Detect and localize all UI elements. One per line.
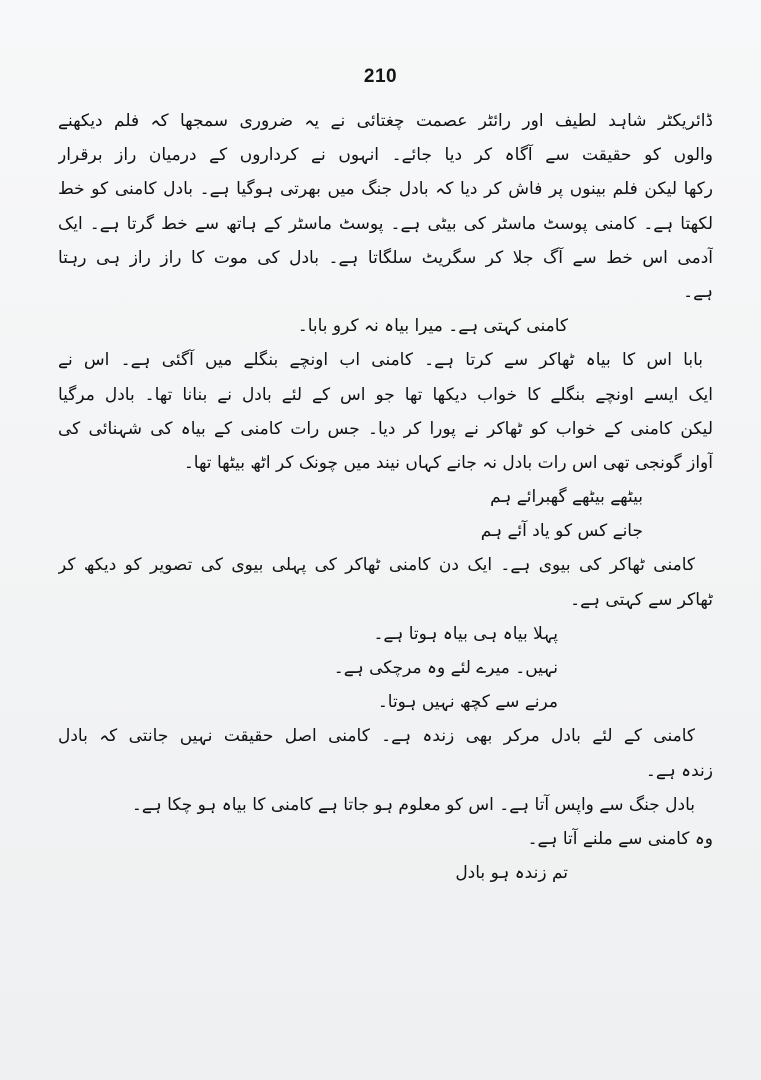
text-line: بادل جنگ سے واپس آتا ہے۔ اس کو معلوم ہو جاتا ہے کامنی کا بیاہ ہو چکا ہے۔ [131,794,695,815]
page-number: 210 [363,66,398,87]
text-line: آدمی اس خط سے آگ جلا کر سگریٹ سلگاتا ہے۔ بادل کی موت کا راز راز ہی رہتا [58,247,713,268]
text-line: بابا اس کا بیاہ ٹھاکر سے کرتا ہے۔ کامنی اب اونچے بنگلے میں آگئی ہے۔ اس نے [58,350,703,371]
text-line: آواز گونجی تھی اس رات بادل نہ جانے کہاں نیند میں چونک کر اٹھ بیٹھا تھا۔ [183,452,713,473]
text-line: لکھتا ہے۔ کامنی پوسٹ ماسٹر کی بیٹی ہے۔ پوسٹ ماسٹر کے ہاتھ سے خط گرتا ہے۔ ایک [58,213,713,234]
text-line: رکھا لیکن فلم بینوں پر فاش کر دیا کہ بادل جنگ میں بھرتی ہوگیا ہے۔ بادل کامنی کو خط [58,179,713,200]
text-line: ٹھاکر سے کہتی ہے۔ [570,589,713,610]
text-line: کامنی کے لئے بادل مرکر بھی زندہ ہے۔ کامنی اصل حقیقت نہیں جانتی کہ بادل [58,726,695,747]
page-body-text [58,104,713,890]
text-line: ایک ایسے اونچے بنگلے کا خواب دیکھا تھا جو اس کے لئے بادل نے بنانا تھا۔ بادل مرگیا [58,384,713,405]
dialogue-line: نہیں۔ میرے لئے وہ مرچکی ہے۔ [333,658,558,678]
verse-line: جانے کس کو یاد آئے ہم [480,521,643,542]
text-line: والوں کو حقیقت سے آگاہ کر دیا جائے۔ انہوں نے کرداروں کے درمیان راز برقرار [58,145,713,166]
dialogue-line: پہلا بیاہ ہی بیاہ ہوتا ہے۔ [373,623,558,644]
text-line: وہ کامنی سے ملنے آتا ہے۔ [527,828,713,849]
text-line: کامنی ٹھاکر کی بیوی ہے۔ ایک دن کامنی ٹھاکر کی پہلی بیوی کی تصویر کو دیکھ کر [58,555,695,576]
text-line: لیکن کامنی کے خواب کو ٹھاکر نے پورا کر دیا۔ جس رات کامنی کے بیاہ کی شہنائی کی [58,418,713,439]
text-line: ہے۔ [683,281,713,302]
text-line: ڈائریکٹر شاہد لطیف اور رائٹر عصمت چغتائی نے یہ ضروری سمجھا کہ فلم دیکھنے [58,111,713,131]
dialogue-line: مرنے سے کچھ نہیں ہوتا۔ [377,692,558,713]
text-line: زندہ ہے۔ [645,760,713,781]
text-line: کامنی کہتی ہے۔ میرا بیاہ نہ کرو بابا۔ [297,316,568,337]
text-line: تم زندہ ہو بادل [455,863,568,884]
verse-line: بیٹھے بیٹھے گھبرائے ہم [490,487,643,508]
